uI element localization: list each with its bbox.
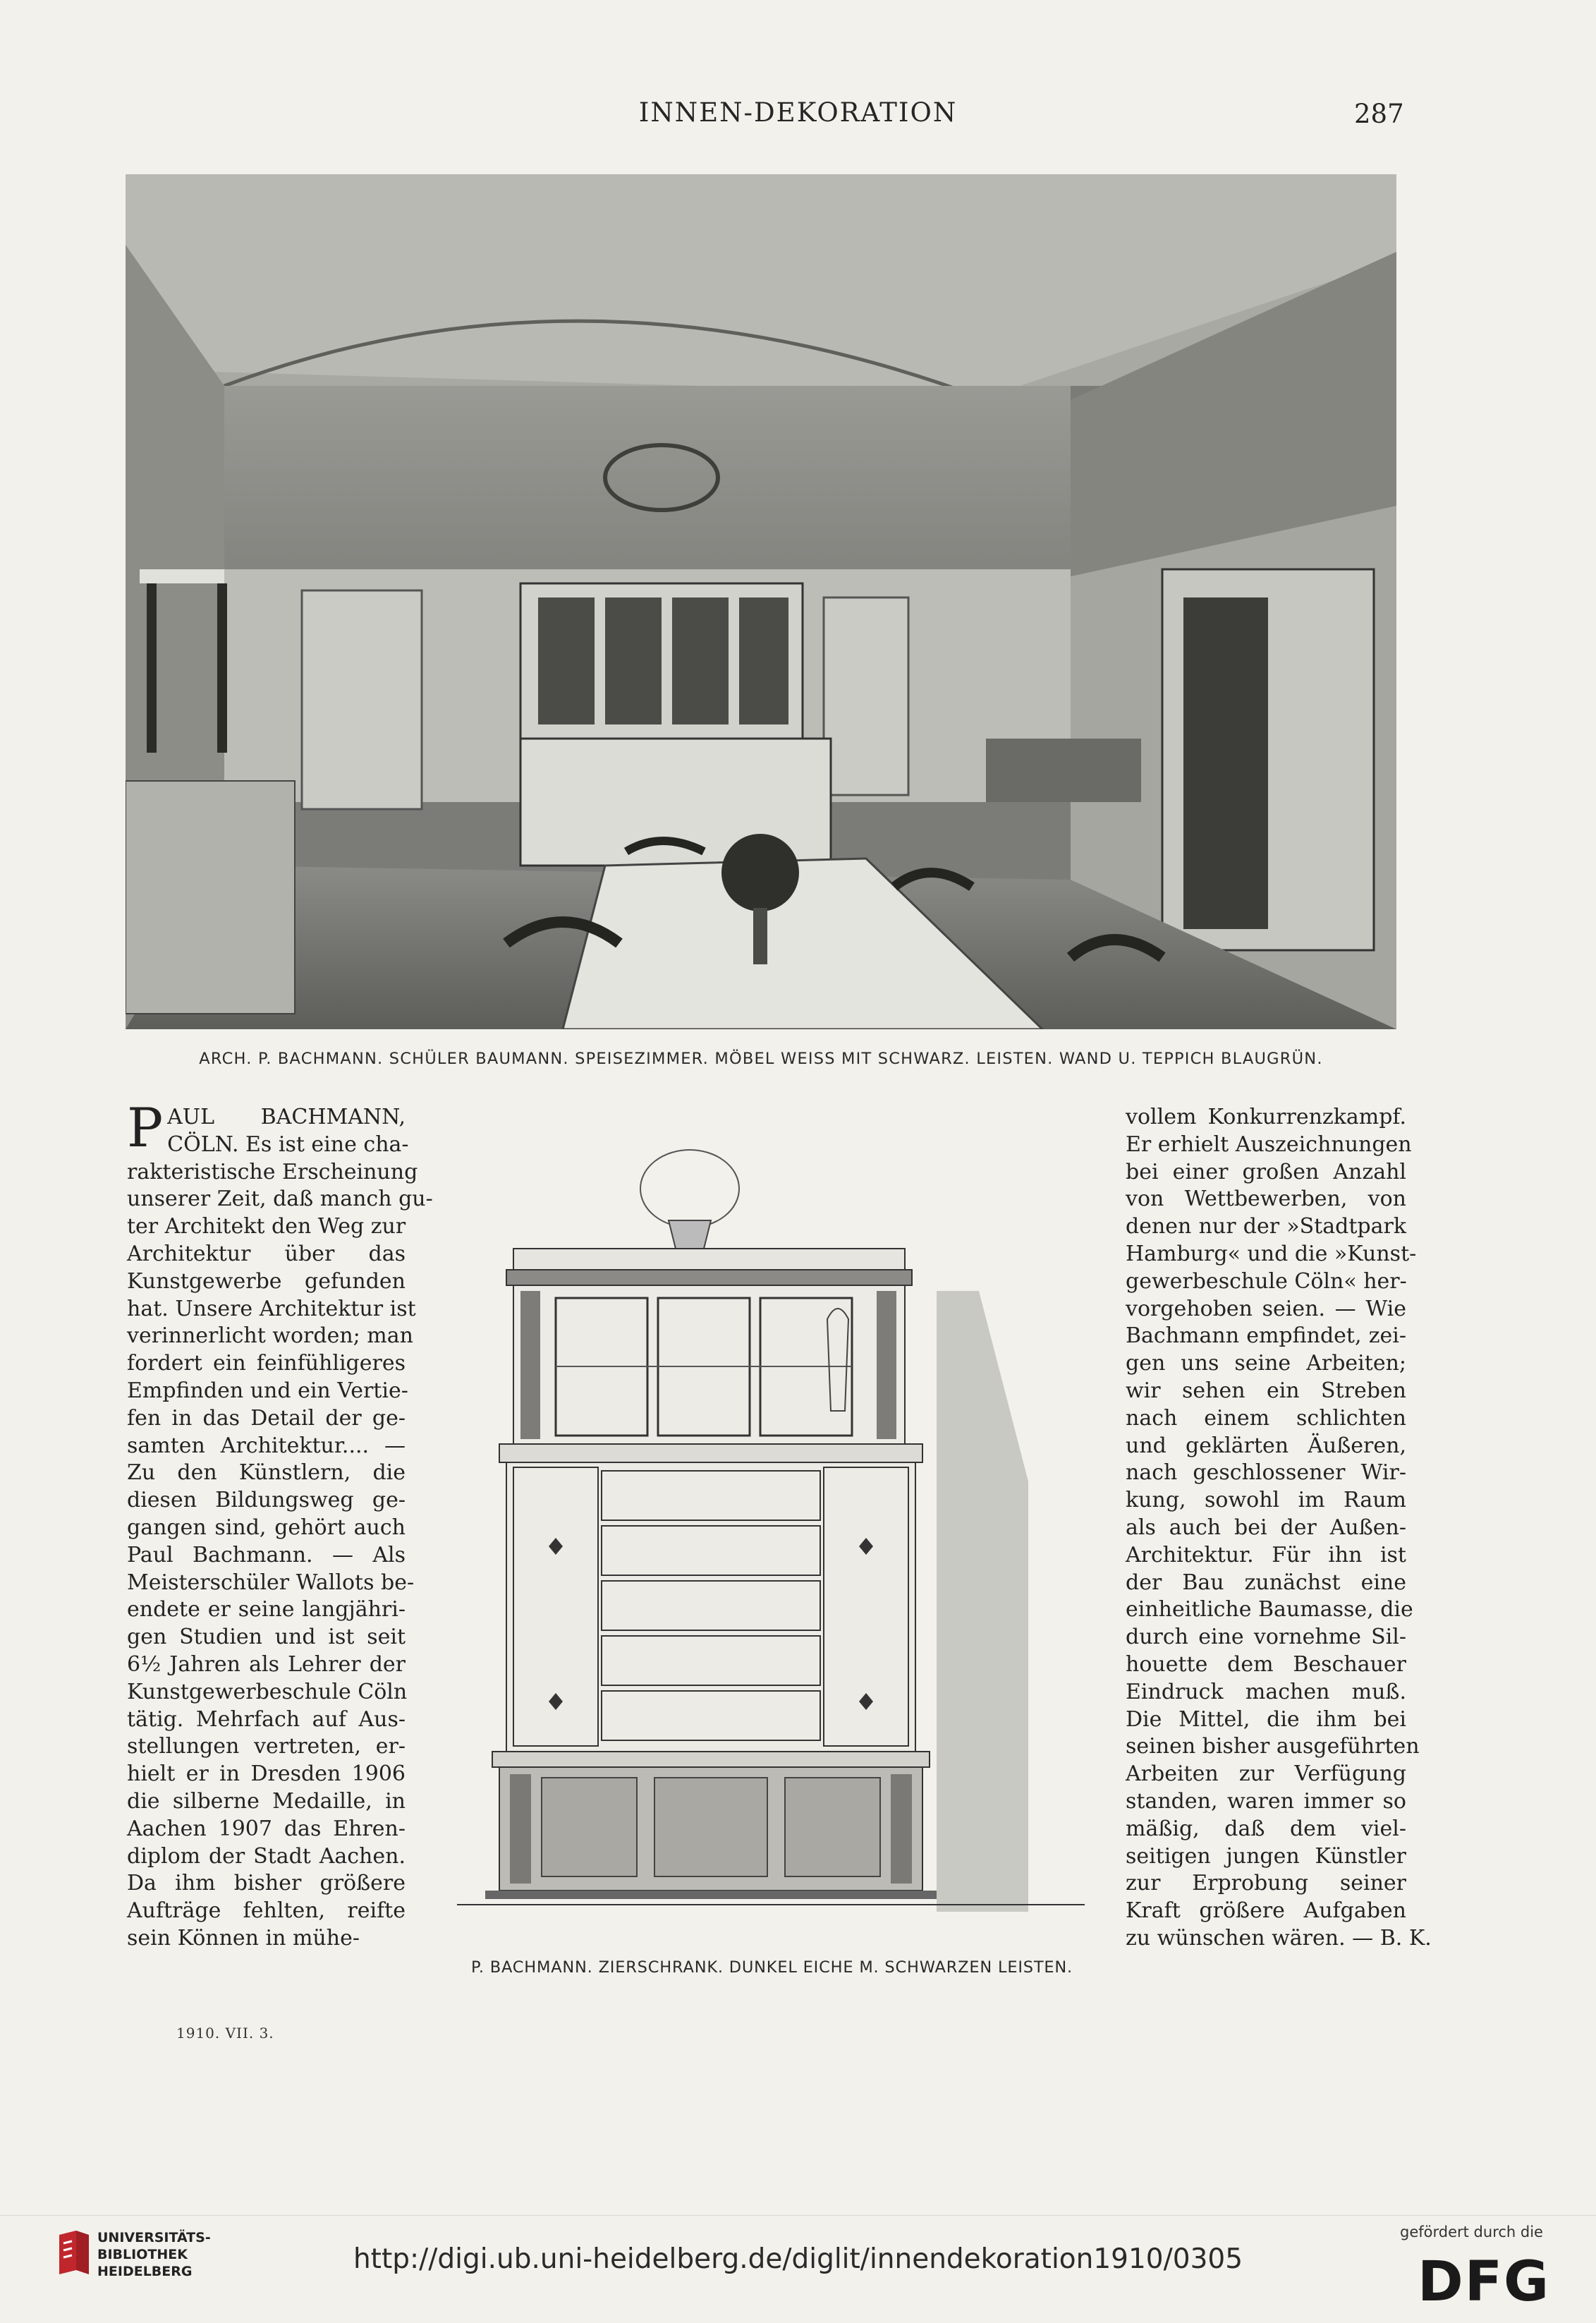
text-line: vollem Konkurrenzkampf. [1126, 1105, 1406, 1129]
text-line: zu wünschen wären. — B. K. [1126, 1925, 1432, 1951]
text-line: seitigen jungen Künstler [1126, 1843, 1406, 1869]
text-line: Aachen 1907 das Ehren- [127, 1816, 406, 1841]
text-line: Eindruck machen muß. [1126, 1679, 1406, 1704]
text-line: Hamburg« und die »Kunst- [1126, 1241, 1417, 1266]
text-line: verinnerlicht worden; man [127, 1323, 413, 1349]
text-line: Meisterschüler Wallots be- [127, 1570, 415, 1595]
text-line: nach geschlossener Wir- [1126, 1460, 1406, 1486]
photo-caption: ARCH. P. BACHMANN. SCHÜLER BAUMANN. SPEISEZIMMER. MÖBEL WEISS MIT SCHWARZ. LEISTEN. WAND U. TEPPICH BLAUGRÜN. [199, 1050, 1323, 1068]
text-line: Die Mittel, die ihm bei [1126, 1706, 1406, 1732]
text-line: wir sehen ein Streben [1126, 1378, 1406, 1403]
text-line: AUL BACHMANN, [167, 1105, 406, 1129]
text-line: fordert ein feinfühligeres [127, 1351, 406, 1376]
text-line: denen nur der »Stadtpark [1126, 1214, 1406, 1239]
text-line: standen, waren immer so [1126, 1788, 1406, 1814]
text-line: gangen sind, gehört auch [127, 1515, 406, 1540]
cabinet-illustration [443, 1115, 1101, 1940]
text-line: einheitliche Baumasse, die [1126, 1597, 1413, 1623]
cabinet-drawing [443, 1115, 1101, 1940]
text-line: Er erhielt Auszeichnungen [1126, 1132, 1412, 1157]
text-line: fen in das Detail der ge- [127, 1405, 406, 1431]
text-line: CÖLN. Es ist eine cha- [167, 1132, 409, 1157]
text-line: unserer Zeit, daß manch gu- [127, 1187, 433, 1212]
footer-divider [0, 2215, 1596, 2216]
text-line: diplom der Stadt Aachen. [127, 1843, 406, 1869]
text-line: Empfinden und ein Vertie- [127, 1378, 408, 1403]
text-line: Paul Bachmann. — Als [127, 1542, 406, 1567]
text-line: Arbeiten zur Verfügung [1126, 1761, 1406, 1787]
library-name-line: HEIDELBERG [97, 2264, 193, 2279]
dfg-logo[interactable]: DFG [1418, 2250, 1551, 2314]
article-right-column [1126, 1104, 1432, 1953]
text-line: Kunstgewerbe gefunden [127, 1268, 406, 1294]
text-line: gen Studien und ist seit [127, 1625, 406, 1650]
text-line: gen uns seine Arbeiten; [1126, 1351, 1406, 1376]
text-line: samten Architektur.... — [127, 1433, 406, 1458]
text-line: und geklärten Äußeren, [1126, 1433, 1406, 1458]
text-line: durch eine vornehme Sil- [1126, 1625, 1406, 1650]
text-line: tätig. Mehrfach auf Aus- [127, 1706, 406, 1732]
text-line: Kraft größere Aufgaben [1126, 1898, 1406, 1924]
text-line: die silberne Medaille, in [127, 1788, 406, 1814]
text-line: Architektur. Für ihn ist [1126, 1542, 1406, 1567]
text-line: von Wettbewerben, von [1126, 1187, 1406, 1212]
text-line: houette dem Beschauer [1126, 1651, 1406, 1677]
sponsor-text: gefördert durch die [1400, 2224, 1543, 2240]
text-line: 6½ Jahren als Lehrer der [127, 1651, 406, 1677]
page-number: 287 [1354, 99, 1404, 129]
text-line: Bachmann empfindet, zei- [1126, 1323, 1406, 1349]
text-line: zur Erprobung seiner [1126, 1871, 1406, 1896]
text-line: mäßig, daß dem viel- [1126, 1816, 1406, 1841]
text-line: Zu den Künstlern, die [127, 1460, 406, 1486]
article-left-column [127, 1096, 433, 1953]
text-line: der Bau zunächst eine [1126, 1570, 1406, 1595]
text-line: als auch bei der Außen- [1126, 1515, 1406, 1540]
text-line: Kunstgewerbeschule Cöln [127, 1679, 408, 1704]
text-line: hat. Unsere Architektur ist [127, 1296, 416, 1321]
text-line: sein Können in mühe- [127, 1925, 360, 1951]
text-line: stellungen vertreten, er- [127, 1734, 406, 1759]
text-line: vorgehoben seien. — Wie [1126, 1296, 1406, 1321]
text-line: endete er seine langjähri- [127, 1597, 406, 1623]
text-line: ter Architekt den Weg zur [127, 1214, 406, 1239]
source-url-link[interactable]: http://digi.ub.uni-heidelberg.de/diglit/innendekoration1910/0305 [353, 2243, 1243, 2275]
text-line: bei einer großen Anzahl [1126, 1159, 1406, 1184]
text-line: Aufträge fehlten, reifte [127, 1898, 406, 1924]
drawing-caption: P. BACHMANN. ZIERSCHRANK. DUNKEL EICHE M. SCHWARZEN LEISTEN. [470, 1958, 1073, 1977]
text-line: seinen bisher ausgeführten [1126, 1734, 1420, 1759]
drop-cap: P [127, 1096, 164, 1159]
text-line: Architektur über das [127, 1241, 406, 1266]
dining-room-photo [126, 174, 1396, 1029]
text-line: kung, sowohl im Raum [1126, 1488, 1406, 1513]
text-line: hielt er in Dresden 1906 [127, 1761, 406, 1787]
library-name-line: UNIVERSITÄTS- [97, 2230, 211, 2245]
dining-room-illustration [126, 174, 1396, 1029]
library-name-line: BIBLIOTHEK [97, 2247, 188, 2262]
text-line: rakteristische Erscheinung [127, 1159, 418, 1184]
issue-mark: 1910. VII. 3. [176, 2025, 274, 2042]
running-head-title: INNEN-DEKORATION [638, 97, 958, 128]
text-line: gewerbeschule Cöln« her- [1126, 1268, 1407, 1294]
text-line: diesen Bildungsweg ge- [127, 1488, 406, 1513]
text-line: Da ihm bisher größere [127, 1871, 406, 1896]
text-line: nach einem schlichten [1126, 1405, 1406, 1431]
